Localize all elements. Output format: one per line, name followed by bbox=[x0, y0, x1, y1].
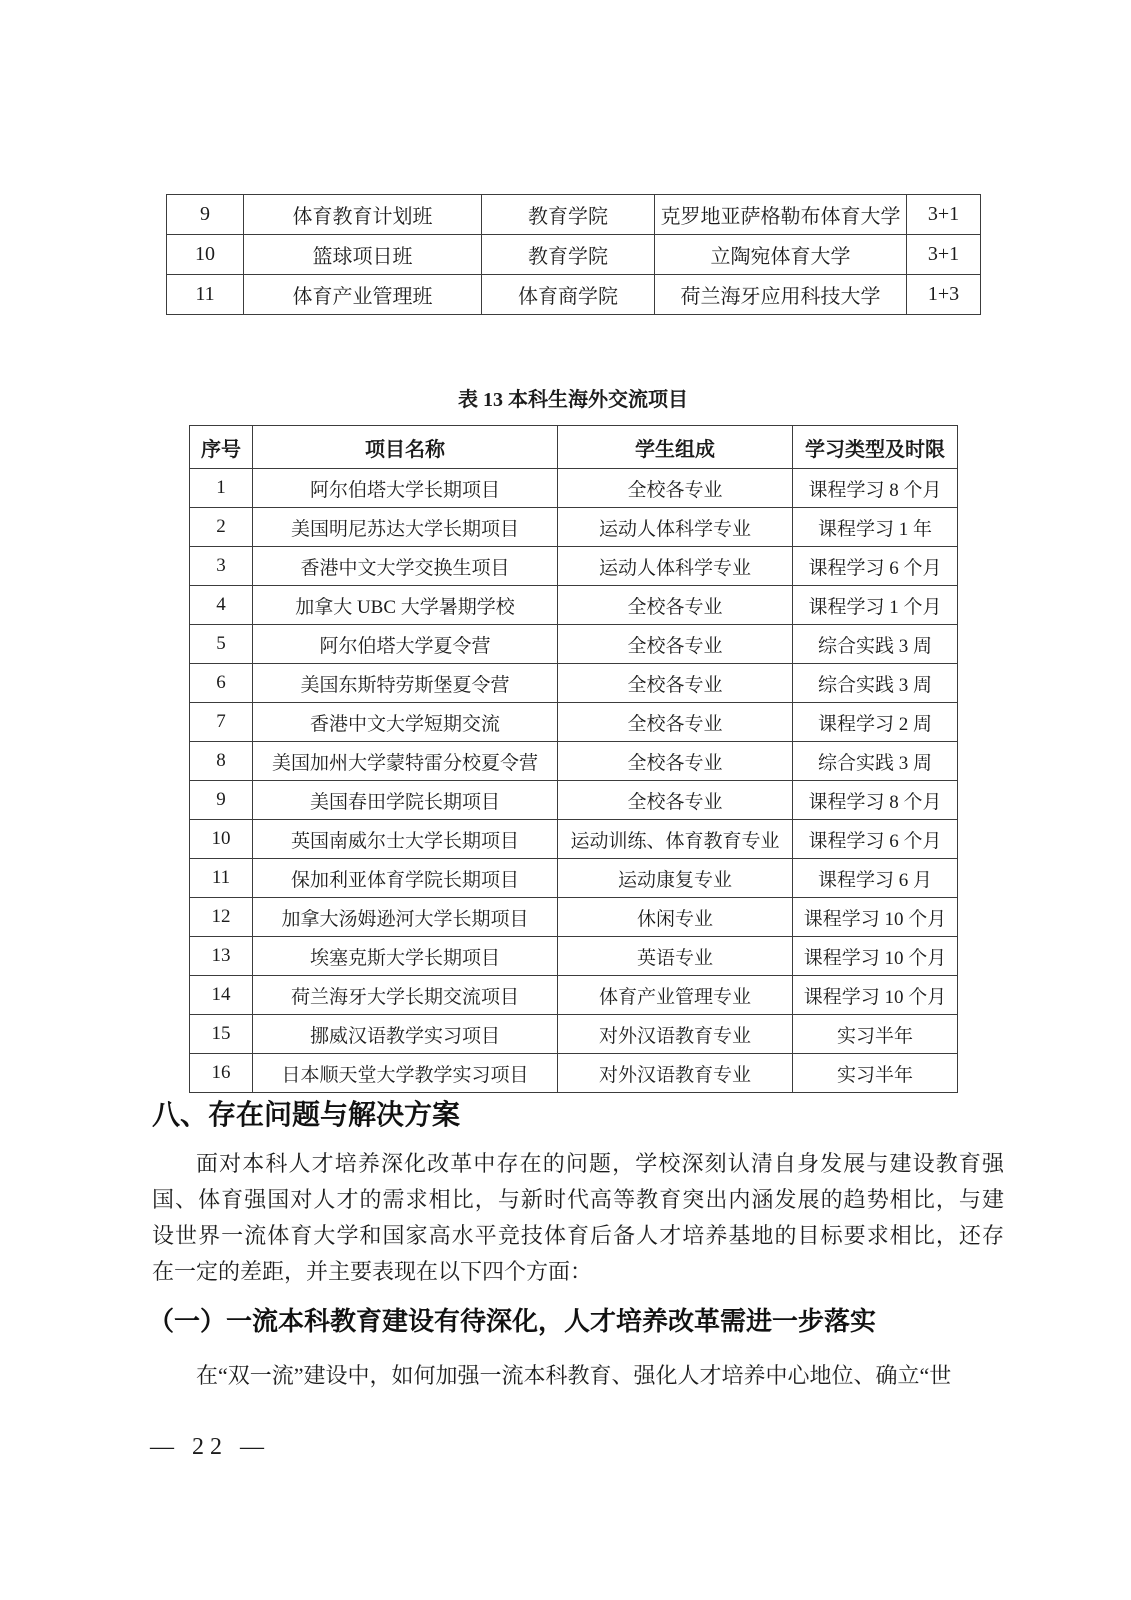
table13-overseas-exchange bbox=[189, 425, 958, 1093]
cell-type-duration: 课程学习 6 个月 bbox=[793, 547, 958, 586]
cell-index: 5 bbox=[190, 625, 253, 664]
cell-project: 美国春田学院长期项目 bbox=[253, 781, 558, 820]
cell-project: 埃塞克斯大学长期项目 bbox=[253, 937, 558, 976]
cell-index: 3 bbox=[190, 547, 253, 586]
subsection-heading: （一）一流本科教育建设有待深化，人才培养改革需进一步落实 bbox=[148, 1306, 877, 1336]
table-row bbox=[190, 625, 958, 664]
cell-project: 香港中文大学短期交流 bbox=[253, 703, 558, 742]
cell-type-duration: 实习半年 bbox=[793, 1015, 958, 1054]
cell-project: 美国加州大学蒙特雷分校夏令营 bbox=[253, 742, 558, 781]
cell-type-duration: 综合实践 3 周 bbox=[793, 625, 958, 664]
table-row bbox=[190, 781, 958, 820]
table-row bbox=[167, 195, 981, 235]
table-header-row bbox=[190, 426, 958, 469]
cell-index: 4 bbox=[190, 586, 253, 625]
cell-students: 休闲专业 bbox=[558, 898, 793, 937]
cell-index: 2 bbox=[190, 508, 253, 547]
cell-index: 9 bbox=[167, 195, 244, 235]
table13-caption: 表 13 本科生海外交流项目 bbox=[458, 389, 688, 411]
cell-type-duration: 课程学习 1 个月 bbox=[793, 586, 958, 625]
cell-type-duration: 综合实践 3 周 bbox=[793, 742, 958, 781]
cell-students: 体育产业管理专业 bbox=[558, 976, 793, 1015]
cell-college: 教育学院 bbox=[482, 195, 655, 235]
cell-students: 全校各专业 bbox=[558, 586, 793, 625]
table-row bbox=[190, 1054, 958, 1093]
paragraph-line: 国、体育强国对人才的需求相比，与新时代高等教育突出内涵发展的趋势相比，与建 bbox=[152, 1187, 1004, 1212]
cell-type-duration: 课程学习 8 个月 bbox=[793, 781, 958, 820]
cell-students: 运动人体科学专业 bbox=[558, 547, 793, 586]
cell-project: 香港中文大学交换生项目 bbox=[253, 547, 558, 586]
table-row bbox=[190, 586, 958, 625]
column-header-index: 序号 bbox=[190, 426, 253, 469]
page-number: — 22 — bbox=[150, 1434, 270, 1460]
table-row bbox=[190, 742, 958, 781]
cell-students: 对外汉语教育专业 bbox=[558, 1015, 793, 1054]
cell-index: 13 bbox=[190, 937, 253, 976]
table-row bbox=[190, 859, 958, 898]
cell-type-duration: 综合实践 3 周 bbox=[793, 664, 958, 703]
cell-students: 全校各专业 bbox=[558, 625, 793, 664]
cell-type-duration: 实习半年 bbox=[793, 1054, 958, 1093]
table-row bbox=[190, 820, 958, 859]
cell-scheme: 3+1 bbox=[907, 195, 981, 235]
cell-type-duration: 课程学习 10 个月 bbox=[793, 976, 958, 1015]
table-row bbox=[190, 976, 958, 1015]
cell-students: 全校各专业 bbox=[558, 781, 793, 820]
cell-project: 阿尔伯塔大学夏令营 bbox=[253, 625, 558, 664]
table-row bbox=[167, 275, 981, 315]
paragraph-problems-overview bbox=[152, 1146, 1004, 1290]
table-row bbox=[167, 235, 981, 275]
cell-index: 12 bbox=[190, 898, 253, 937]
cell-class-name: 体育产业管理班 bbox=[244, 275, 482, 315]
cell-scheme: 3+1 bbox=[907, 235, 981, 275]
paragraph-double-first-class: 在“双一流”建设中，如何加强一流本科教育、强化人才培养中心地位、确立“世 bbox=[196, 1363, 952, 1388]
cell-project: 阿尔伯塔大学长期项目 bbox=[253, 469, 558, 508]
table-row bbox=[190, 1015, 958, 1054]
table-row bbox=[190, 547, 958, 586]
cell-class-name: 体育教育计划班 bbox=[244, 195, 482, 235]
paragraph-line: 在一定的差距，并主要表现在以下四个方面： bbox=[152, 1259, 593, 1284]
column-header-project: 项目名称 bbox=[253, 426, 558, 469]
paragraph-line: 设世界一流体育大学和国家高水平竞技体育后备人才培养基地的目标要求相比，还存 bbox=[152, 1223, 1004, 1248]
cell-type-duration: 课程学习 1 年 bbox=[793, 508, 958, 547]
cell-students: 英语专业 bbox=[558, 937, 793, 976]
cell-index: 7 bbox=[190, 703, 253, 742]
cell-index: 10 bbox=[190, 820, 253, 859]
cell-students: 全校各专业 bbox=[558, 664, 793, 703]
cell-index: 11 bbox=[190, 859, 253, 898]
cell-type-duration: 课程学习 8 个月 bbox=[793, 469, 958, 508]
cell-students: 运动康复专业 bbox=[558, 859, 793, 898]
cell-index: 10 bbox=[167, 235, 244, 275]
cell-type-duration: 课程学习 6 个月 bbox=[793, 820, 958, 859]
section-heading: 八、存在问题与解决方案 bbox=[152, 1099, 461, 1130]
cell-index: 11 bbox=[167, 275, 244, 315]
cell-index: 9 bbox=[190, 781, 253, 820]
cell-project: 荷兰海牙大学长期交流项目 bbox=[253, 976, 558, 1015]
cell-university: 立陶宛体育大学 bbox=[655, 235, 907, 275]
continuation-table bbox=[166, 194, 981, 315]
cell-index: 16 bbox=[190, 1054, 253, 1093]
cell-type-duration: 课程学习 10 个月 bbox=[793, 937, 958, 976]
cell-project: 英国南威尔士大学长期项目 bbox=[253, 820, 558, 859]
cell-university: 荷兰海牙应用科技大学 bbox=[655, 275, 907, 315]
cell-project: 加拿大 UBC 大学暑期学校 bbox=[253, 586, 558, 625]
cell-index: 14 bbox=[190, 976, 253, 1015]
cell-students: 运动人体科学专业 bbox=[558, 508, 793, 547]
cell-type-duration: 课程学习 2 周 bbox=[793, 703, 958, 742]
cell-students: 全校各专业 bbox=[558, 703, 793, 742]
cell-college: 教育学院 bbox=[482, 235, 655, 275]
table-row bbox=[190, 898, 958, 937]
table-row bbox=[190, 469, 958, 508]
cell-type-duration: 课程学习 6 月 bbox=[793, 859, 958, 898]
cell-index: 15 bbox=[190, 1015, 253, 1054]
column-header-students: 学生组成 bbox=[558, 426, 793, 469]
cell-project: 日本顺天堂大学教学实习项目 bbox=[253, 1054, 558, 1093]
cell-students: 对外汉语教育专业 bbox=[558, 1054, 793, 1093]
cell-index: 6 bbox=[190, 664, 253, 703]
cell-students: 运动训练、体育教育专业 bbox=[558, 820, 793, 859]
cell-university: 克罗地亚萨格勒布体育大学 bbox=[655, 195, 907, 235]
paragraph-line: 面对本科人才培养深化改革中存在的问题，学校深刻认清自身发展与建设教育强 bbox=[196, 1151, 1004, 1176]
cell-project: 保加利亚体育学院长期项目 bbox=[253, 859, 558, 898]
cell-students: 全校各专业 bbox=[558, 742, 793, 781]
cell-class-name: 篮球项日班 bbox=[244, 235, 482, 275]
cell-project: 美国明尼苏达大学长期项目 bbox=[253, 508, 558, 547]
cell-project: 挪威汉语教学实习项目 bbox=[253, 1015, 558, 1054]
table-row bbox=[190, 703, 958, 742]
cell-project: 美国东斯特劳斯堡夏令营 bbox=[253, 664, 558, 703]
cell-index: 1 bbox=[190, 469, 253, 508]
cell-index: 8 bbox=[190, 742, 253, 781]
cell-project: 加拿大汤姆逊河大学长期项目 bbox=[253, 898, 558, 937]
cell-students: 全校各专业 bbox=[558, 469, 793, 508]
cell-college: 体育商学院 bbox=[482, 275, 655, 315]
cell-scheme: 1+3 bbox=[907, 275, 981, 315]
table-row bbox=[190, 937, 958, 976]
cell-type-duration: 课程学习 10 个月 bbox=[793, 898, 958, 937]
table-row bbox=[190, 664, 958, 703]
column-header-type-duration: 学习类型及时限 bbox=[793, 426, 958, 469]
table-row bbox=[190, 508, 958, 547]
